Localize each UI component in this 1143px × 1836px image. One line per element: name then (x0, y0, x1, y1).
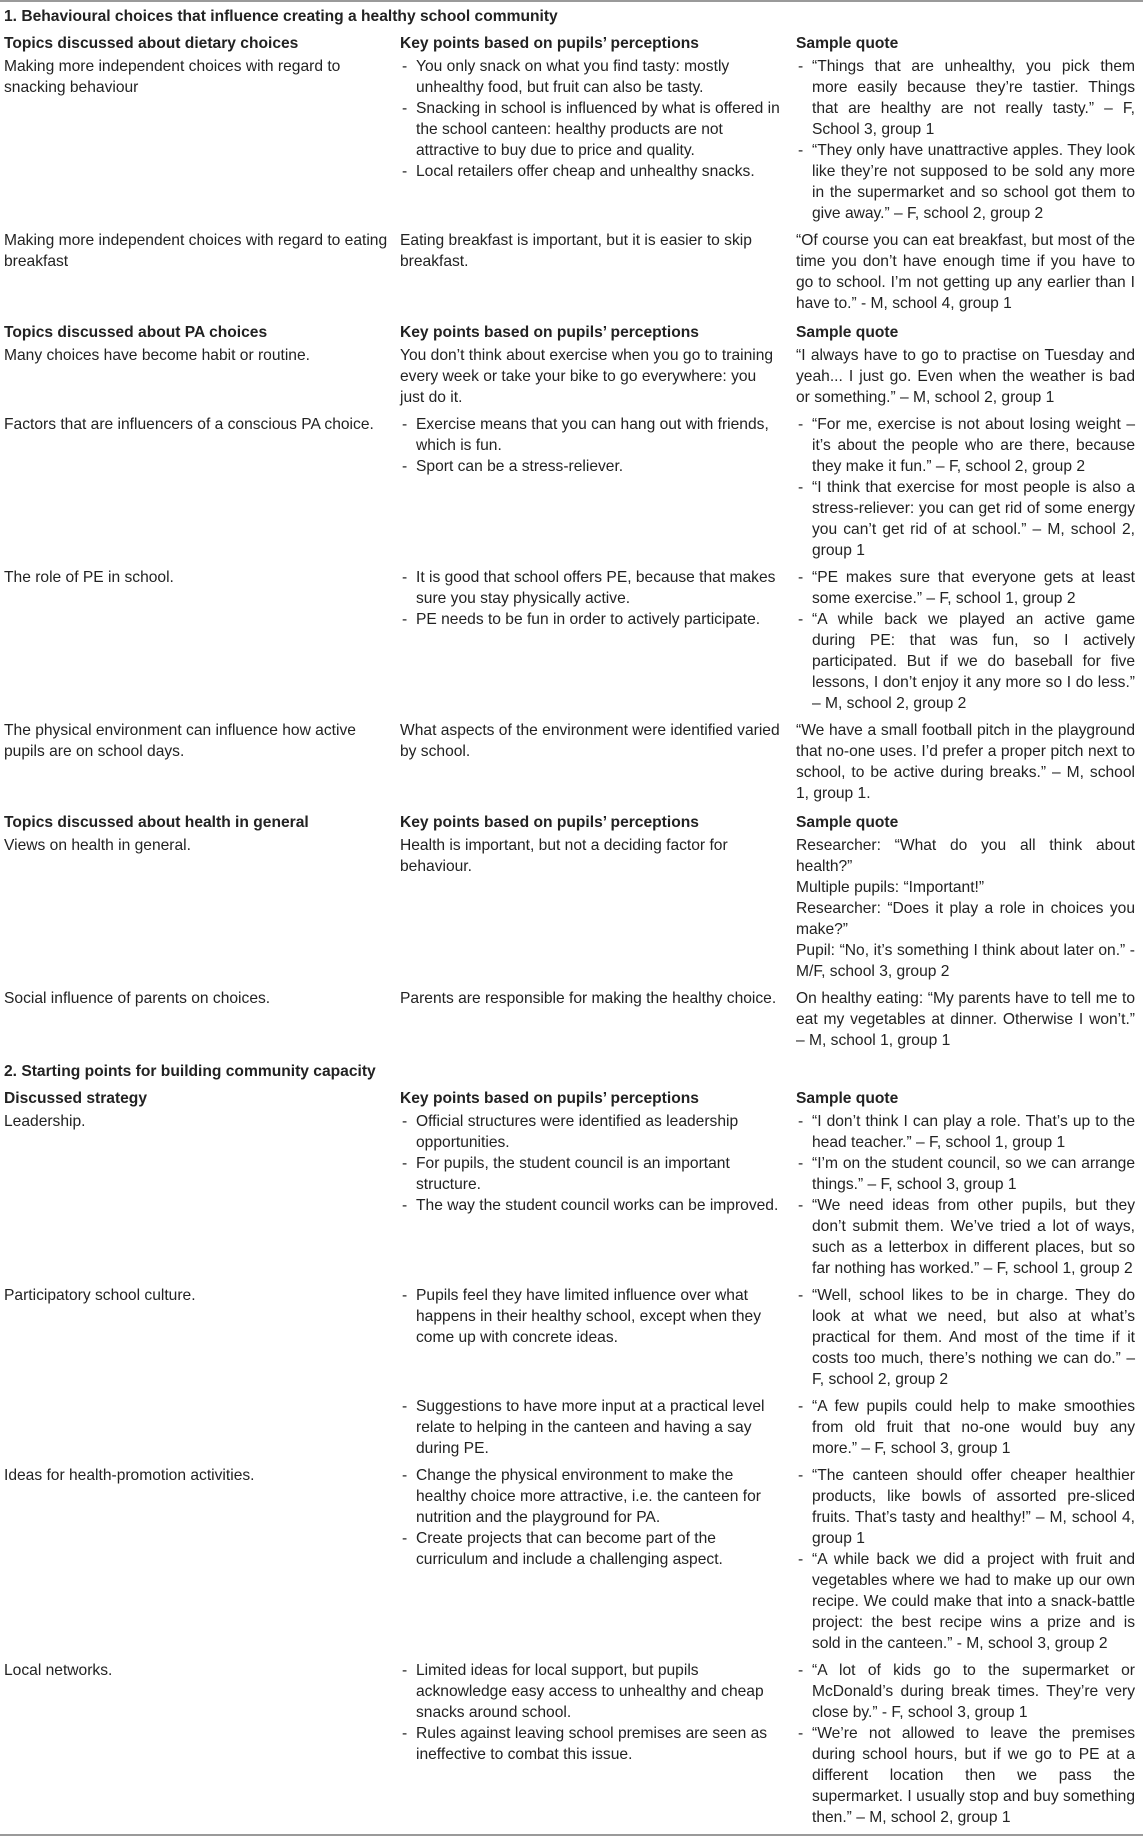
list-item: - “A while back we played an active game during PE: that was fun, so I actively participated. But if we do baseball for five lessons, I don’t enjoy it any more so I do less.” – M, school 2, group 2 (796, 609, 1135, 714)
topic-cell: The role of PE in school. (4, 569, 174, 586)
points-cell: Eating breakfast is important, but it is easier to skip breakfast. (400, 232, 752, 270)
table-row (0, 567, 1143, 720)
list-item: - “Well, school likes to be in charge. They do look at what we need, but also at what’s practical for them. And most of the time if it costs too much, there’s nothing we can do.” – F, school 2, group 2 (796, 1285, 1135, 1390)
points-list (400, 414, 784, 477)
list-item: - “A while back we did a project with fruit and vegetables where we had to make up our own recipe. We could make that into a snack-battle project: the best recipe wins a prize and is sold in the canteen.” - M, school 3, group 2 (796, 1549, 1135, 1654)
column-header: Sample quote (796, 35, 899, 52)
quote-cell (792, 567, 1143, 720)
table-row (0, 1285, 1143, 1396)
list-item: - Pupils feel they have limited influence over what happens in their healthy school, except when they come up with concrete ideas. (400, 1285, 784, 1348)
quote-cell (792, 1660, 1143, 1835)
quote-cell: “I always have to go to practise on Tuesday and yeah... I just go. Even when the weather is bad or something.” – M, school 2, group 1 (796, 347, 1135, 406)
topic-cell: Participatory school culture. (4, 1287, 196, 1304)
points-cell (396, 1660, 792, 1835)
topic-cell: Making more independent choices with regard to snacking behaviour (4, 58, 341, 96)
quote-cell (792, 56, 1143, 230)
list-item: - Change the physical environment to make the healthy choice more attractive, i.e. the canteen for nutrition and the playground for PA. (400, 1465, 784, 1528)
quote-list (796, 1111, 1135, 1279)
quote-line: Researcher: “Does it play a role in choices you make?” (796, 900, 1135, 938)
quote-line: Researcher: “What do you all think about health?” (796, 837, 1135, 875)
points-list (400, 1111, 784, 1216)
list-item: - It is good that school offers PE, because that makes sure you stay physically active. (400, 567, 784, 609)
dietary-header-row (0, 31, 1143, 56)
section-1-title: 1. Behavioural choices that influence creating a healthy school community (0, 1, 1143, 31)
quote-cell (792, 1111, 1143, 1285)
column-header: Topics discussed about dietary choices (4, 35, 299, 52)
table-row (0, 230, 1143, 320)
quote-list (796, 1465, 1135, 1654)
table-row (0, 988, 1143, 1057)
list-item: - Snacking in school is influenced by what is offered in the school canteen: healthy products are not attractive to buy due to price and quality. (400, 98, 784, 161)
topic-cell: Factors that are influencers of a conscious PA choice. (4, 416, 374, 433)
quote-list (796, 414, 1135, 561)
points-cell: What aspects of the environment were identified varied by school. (400, 722, 780, 760)
points-cell (396, 1285, 792, 1396)
list-item: - “A lot of kids go to the supermarket or McDonald’s during break times. They’re very close by.” - F, school 3, group 1 (796, 1660, 1135, 1723)
list-item: - The way the student council works can be improved. (400, 1195, 784, 1216)
topic-cell: Social influence of parents on choices. (4, 990, 271, 1007)
topic-cell: Many choices have become habit or routine. (4, 347, 310, 364)
list-item: - “For me, exercise is not about losing weight – it’s about the people who are there, because they make it fun.” – F, school 2, group 2 (796, 414, 1135, 477)
section-2-title-row (0, 1057, 1143, 1086)
topic-cell (0, 1396, 396, 1465)
list-item: - Limited ideas for local support, but pupils acknowledge easy access to unhealthy and cheap snacks around school. (400, 1660, 784, 1723)
table-row (0, 1465, 1143, 1660)
column-header: Sample quote (796, 814, 899, 831)
quote-cell (792, 1465, 1143, 1660)
points-list (400, 1660, 784, 1765)
topic-cell: Ideas for health-promotion activities. (4, 1467, 255, 1484)
list-item: - “I’m on the student council, so we can arrange things.” – F, school 3, group 1 (796, 1153, 1135, 1195)
topic-cell: Making more independent choices with regard to eating breakfast (4, 232, 388, 270)
health-header-row (0, 810, 1143, 835)
strategy-header-row (0, 1086, 1143, 1111)
points-list (400, 1285, 784, 1348)
table-row (0, 1111, 1143, 1285)
list-item: - Rules against leaving school premises are seen as ineffective to combat this issue. (400, 1723, 784, 1765)
quote-list (796, 1396, 1135, 1459)
list-item: - “They only have unattractive apples. They look like they’re not supposed to be sold any more in the supermarket and so school got them to give away.” – F, school 2, group 2 (796, 140, 1135, 224)
column-header: Key points based on pupils’ perceptions (400, 35, 699, 52)
column-header: Sample quote (796, 324, 899, 341)
table-row (0, 345, 1143, 414)
quote-cell (792, 1285, 1143, 1396)
quote-cell: “Of course you can eat breakfast, but most of the time you don’t have enough time if you have to go to school. I’m not getting up any earlier than I have to.” - M, school 4, group 1 (796, 232, 1135, 312)
quote-cell: “We have a small football pitch in the playground that no-one uses. I’d prefer a proper pitch next to school, to be active during breaks.” – M, school 1, group 1. (796, 722, 1135, 802)
pa-header-row (0, 320, 1143, 345)
list-item: - You only snack on what you find tasty: mostly unhealthy food, but fruit can also be tasty. (400, 56, 784, 98)
points-cell (396, 414, 792, 567)
column-header: Topics discussed about PA choices (4, 324, 268, 341)
list-item: - Sport can be a stress-reliever. (400, 456, 784, 477)
table-row (0, 1396, 1143, 1465)
points-list (400, 1465, 784, 1570)
column-header: Key points based on pupils’ perceptions (400, 324, 699, 341)
list-item: - “Things that are unhealthy, you pick them more easily because they’re tastier. Things that are healthy are not really tasty.” – F, School 3, group 1 (796, 56, 1135, 140)
list-item: - “I don’t think I can play a role. That’s up to the head teacher.” – F, school 1, group 1 (796, 1111, 1135, 1153)
list-item: - “PE makes sure that everyone gets at least some exercise.” – F, school 1, group 2 (796, 567, 1135, 609)
points-cell (396, 1465, 792, 1660)
list-item: - “We’re not allowed to leave the premises during school hours, but if we go to PE at a different location then we pass the supermarket. I usually stop and buy something then.” – M, school 2, group 1 (796, 1723, 1135, 1828)
quote-list (796, 56, 1135, 224)
list-item: - “A few pupils could help to make smoothies from old fruit that no-one would buy any more.” – F, school 3, group 1 (796, 1396, 1135, 1459)
quote-cell (792, 835, 1143, 988)
table-row (0, 720, 1143, 810)
points-cell (396, 1111, 792, 1285)
column-header: Key points based on pupils’ perceptions (400, 1090, 699, 1107)
topic-cell: The physical environment can influence how active pupils are on school days. (4, 722, 356, 760)
column-header: Key points based on pupils’ perceptions (400, 814, 699, 831)
list-item: - Local retailers offer cheap and unhealthy snacks. (400, 161, 784, 182)
list-item: - “We need ideas from other pupils, but they don’t submit them. We’ve tried a lot of ways, such as a letterbox in different places, but so far nothing has worked.” – F, school 1, group 2 (796, 1195, 1135, 1279)
section-1-title-row (0, 1, 1143, 31)
table-row (0, 414, 1143, 567)
list-item: - PE needs to be fun in order to actively participate. (400, 609, 784, 630)
quote-list (796, 1660, 1135, 1828)
table-row (0, 56, 1143, 230)
table-row (0, 835, 1143, 988)
quote-list (796, 567, 1135, 714)
points-cell: You don’t think about exercise when you go to training every week or take your bike to go everywhere: you just do it. (400, 347, 774, 406)
points-cell: Health is important, but not a deciding factor for behaviour. (400, 837, 728, 875)
topic-cell: Leadership. (4, 1113, 86, 1130)
list-item: - For pupils, the student council is an important structure. (400, 1153, 784, 1195)
section-2-title: 2. Starting points for building community capacity (4, 1063, 376, 1080)
quote-cell (792, 1396, 1143, 1465)
list-item: - Suggestions to have more input at a practical level relate to helping in the canteen and having a say during PE. (400, 1396, 784, 1459)
quote-cell (792, 414, 1143, 567)
points-list (400, 1396, 784, 1459)
quote-cell: On healthy eating: “My parents have to tell me to eat my vegetables at dinner. Otherwise I won’t.” – M, school 1, group 1 (796, 990, 1135, 1049)
list-item: - Official structures were identified as leadership opportunities. (400, 1111, 784, 1153)
column-header: Sample quote (796, 1090, 899, 1107)
list-item: - “I think that exercise for most people is also a stress-reliever: you can get rid of some energy you can’t get rid of at school.” – M, school 2, group 1 (796, 477, 1135, 561)
topic-cell: Views on health in general. (4, 837, 191, 854)
quote-list (796, 1285, 1135, 1390)
list-item: - Create projects that can become part of the curriculum and include a challenging aspect. (400, 1528, 784, 1570)
list-item: - “The canteen should offer cheaper healthier products, like bowls of assorted pre-sliced fruits. That’s tasty and healthy!” – M, school 4, group 1 (796, 1465, 1135, 1549)
list-item: - Exercise means that you can hang out with friends, which is fun. (400, 414, 784, 456)
points-cell (396, 567, 792, 720)
column-header: Topics discussed about health in general (4, 814, 309, 831)
quote-line: Pupil: “No, it’s something I think about later on.” - M/F, school 3, group 2 (796, 942, 1135, 980)
points-list (400, 56, 784, 182)
table-row (0, 1660, 1143, 1835)
topic-cell: Local networks. (0, 1660, 396, 1835)
points-cell (396, 56, 792, 230)
points-cell: Parents are responsible for making the healthy choice. (400, 990, 777, 1007)
points-list (400, 567, 784, 630)
points-cell (396, 1396, 792, 1465)
column-header: Discussed strategy (4, 1090, 148, 1107)
quote-line: Multiple pupils: “Important!” (796, 879, 985, 896)
